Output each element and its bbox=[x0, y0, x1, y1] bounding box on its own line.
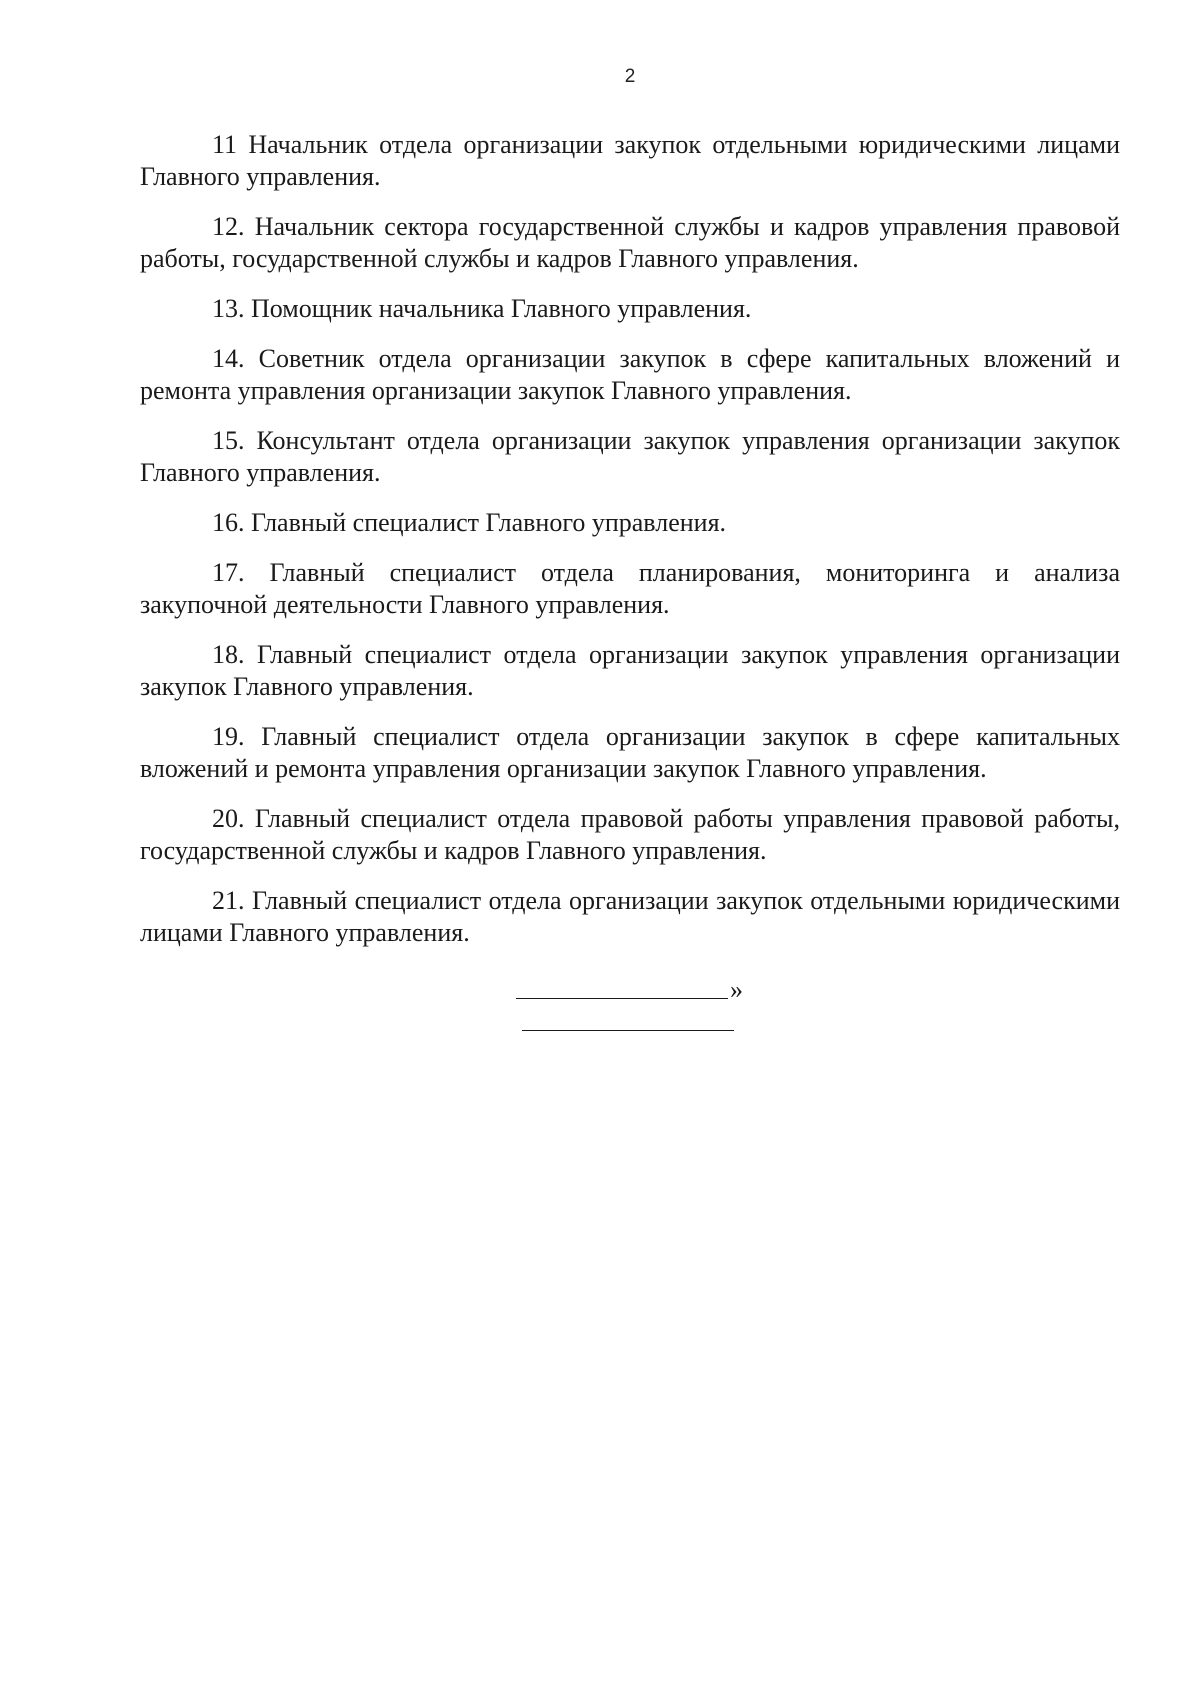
list-item-21: 21. Главный специалист отдела организации закупок отдельными юридическими лицами Главного управления. bbox=[140, 886, 1120, 947]
list-item-19: 19. Главный специалист отдела организации закупок в сфере капитальных вложений и ремонта управления организации закупок Главного управления. bbox=[140, 722, 1120, 783]
closing-mark bbox=[516, 976, 746, 1010]
list-item-20: 20. Главный специалист отдела правовой работы управления правовой работы, государственной службы и кадров Главного управления. bbox=[140, 804, 1120, 865]
list-item-14: 14. Советник отдела организации закупок в сфере капитальных вложений и ремонта управления организации закупок Главного управления. bbox=[140, 344, 1120, 405]
list-item-17: 17. Главный специалист отдела планирования, мониторинга и анализа закупочной деятельности Главного управления. bbox=[140, 558, 1120, 619]
closing-line bbox=[516, 998, 728, 999]
end-separator-line bbox=[522, 1030, 734, 1031]
page-number: 2 bbox=[624, 66, 636, 87]
list-item-12: 12. Начальник сектора государственной службы и кадров управления правовой работы, государственной службы и кадров Главного управления. bbox=[140, 212, 1120, 273]
closing-quote: » bbox=[730, 975, 743, 1004]
list-item-18: 18. Главный специалист отдела организации закупок управления организации закупок Главного управления. bbox=[140, 640, 1120, 701]
list-item-15: 15. Консультант отдела организации закупок управления организации закупок Главного управления. bbox=[140, 426, 1120, 487]
position-list bbox=[140, 129, 1120, 967]
list-item-13: 13. Помощник начальника Главного управления. bbox=[212, 294, 752, 323]
list-item-11: 11 Начальник отдела организации закупок отдельными юридическими лицами Главного управления. bbox=[140, 130, 1120, 191]
list-item-16: 16. Главный специалист Главного управления. bbox=[212, 508, 727, 537]
